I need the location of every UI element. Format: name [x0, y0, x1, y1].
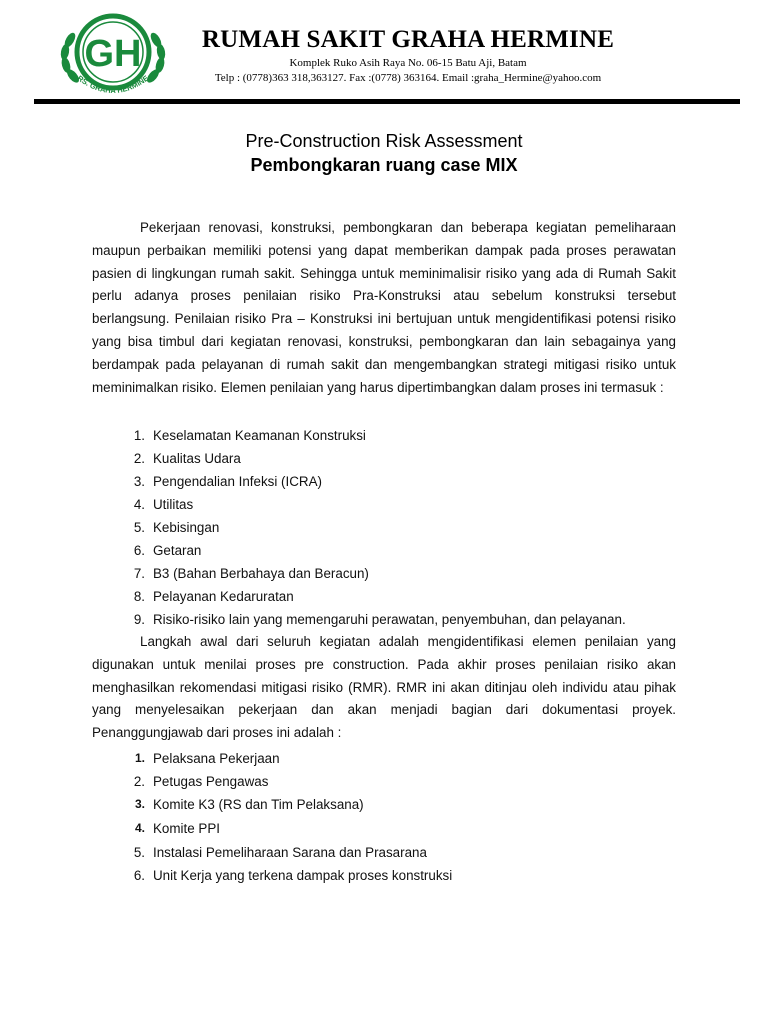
list-number: 2. — [133, 774, 145, 789]
list-number: 6. — [133, 543, 145, 558]
logo-caption: RS. GRAHA HERMINE — [75, 73, 151, 95]
list-text: Getaran — [153, 543, 202, 558]
hospital-name: RUMAH SAKIT GRAHA HERMINE — [201, 26, 615, 53]
process-paragraph — [92, 631, 676, 745]
intro-paragraph — [92, 217, 676, 399]
document-title: Pre-Construction Risk Assessment — [245, 131, 523, 151]
list-text: Pelaksana Pekerjaan — [153, 751, 280, 766]
list-text: B3 (Bahan Berbahaya dan Beracun) — [153, 566, 369, 581]
list-number: 8. — [133, 589, 145, 604]
list-text: Kualitas Udara — [153, 451, 241, 466]
letterhead — [0, 0, 768, 110]
list-text: Unit Kerja yang terkena dampak proses konstruksi — [153, 868, 453, 883]
list-number: 5. — [133, 845, 145, 860]
hospital-logo — [56, 10, 170, 100]
list-number: 5. — [133, 520, 145, 535]
letterhead-divider — [34, 99, 740, 104]
list-number: 6. — [133, 868, 145, 883]
list-number: 9. — [133, 612, 145, 627]
list-number: 4. — [134, 821, 145, 835]
process-paragraph-text: Langkah awal dari seluruh kegiatan adalah mengidentifikasi elemen penilaian yang digunakan untuk menilai proses pre construction. Pada akhir proses penilaian risiko akan menghasilkan rekomendasi mitigasi risiko (RMR). RMR ini akan ditinjau oleh individu atau pihak yang menyelesaikan pekerjaan dan akan menjadi bagian dari dokumentasi proyek. Penanggungjawab dari proses ini adalah : — [92, 634, 676, 741]
list-number: 2. — [133, 451, 145, 466]
hospital-address: Komplek Ruko Asih Raya No. 06-15 Batu Aji, Batam — [289, 57, 527, 69]
document-subtitle: Pembongkaran ruang case MIX — [250, 155, 518, 175]
list-text: Pengendalian Infeksi (ICRA) — [153, 474, 322, 489]
list-text: Keselamatan Keamanan Konstruksi — [153, 428, 366, 443]
list-number: 3. — [133, 474, 145, 489]
list-number: 3. — [134, 797, 145, 811]
intro-paragraph-text: Pekerjaan renovasi, konstruksi, pembongkaran dan beberapa kegiatan pemeliharaan maupun perbaikan memiliki potensi yang dapat memberikan dampak pada proses perawatan pasien di lingkungan rumah sakit. Sehingga untuk meminimalisir risiko yang ada di Rumah Sakit perlu adanya proses penilaian risiko Pra-Konstruksi atau sebelum konstruksi tersebut berlangsung. Penilaian risiko Pra – Konstruksi ini bertujuan untuk mengidentifikasi potensi risiko yang bisa timbul dari kegiatan renovasi, konstruksi, pembongkaran dan lain sebagainya yang berdampak pada pelayanan di rumah sakit dan mengembangkan strategi mitigasi risiko untuk meminimalkan risiko. Elemen penilaian yang harus dipertimbangkan dalam proses ini termasuk : — [92, 220, 676, 395]
list-text: Komite PPI — [153, 821, 220, 836]
list-number: 1. — [134, 751, 145, 765]
list-number: 1. — [133, 428, 145, 443]
list-text: Petugas Pengawas — [153, 774, 269, 789]
list-text: Utilitas — [153, 497, 194, 512]
list-number: 7. — [133, 566, 145, 581]
hospital-contact: Telp : (0778)363 318,363127. Fax :(0778) 363164. Email :graha_Hermine@yahoo.com — [214, 72, 602, 84]
list-text: Komite K3 (RS dan Tim Pelaksana) — [153, 797, 364, 812]
list-text: Kebisingan — [153, 520, 220, 535]
list-text: Pelayanan Kedaruratan — [153, 589, 294, 604]
logo-letters: GH — [84, 33, 142, 75]
list-text: Risiko-risiko lain yang memengaruhi perawatan, penyembuhan, dan pelayanan. — [153, 612, 626, 627]
list-text: Instalasi Pemeliharaan Sarana dan Prasarana — [153, 845, 427, 860]
list-number: 4. — [133, 497, 145, 512]
